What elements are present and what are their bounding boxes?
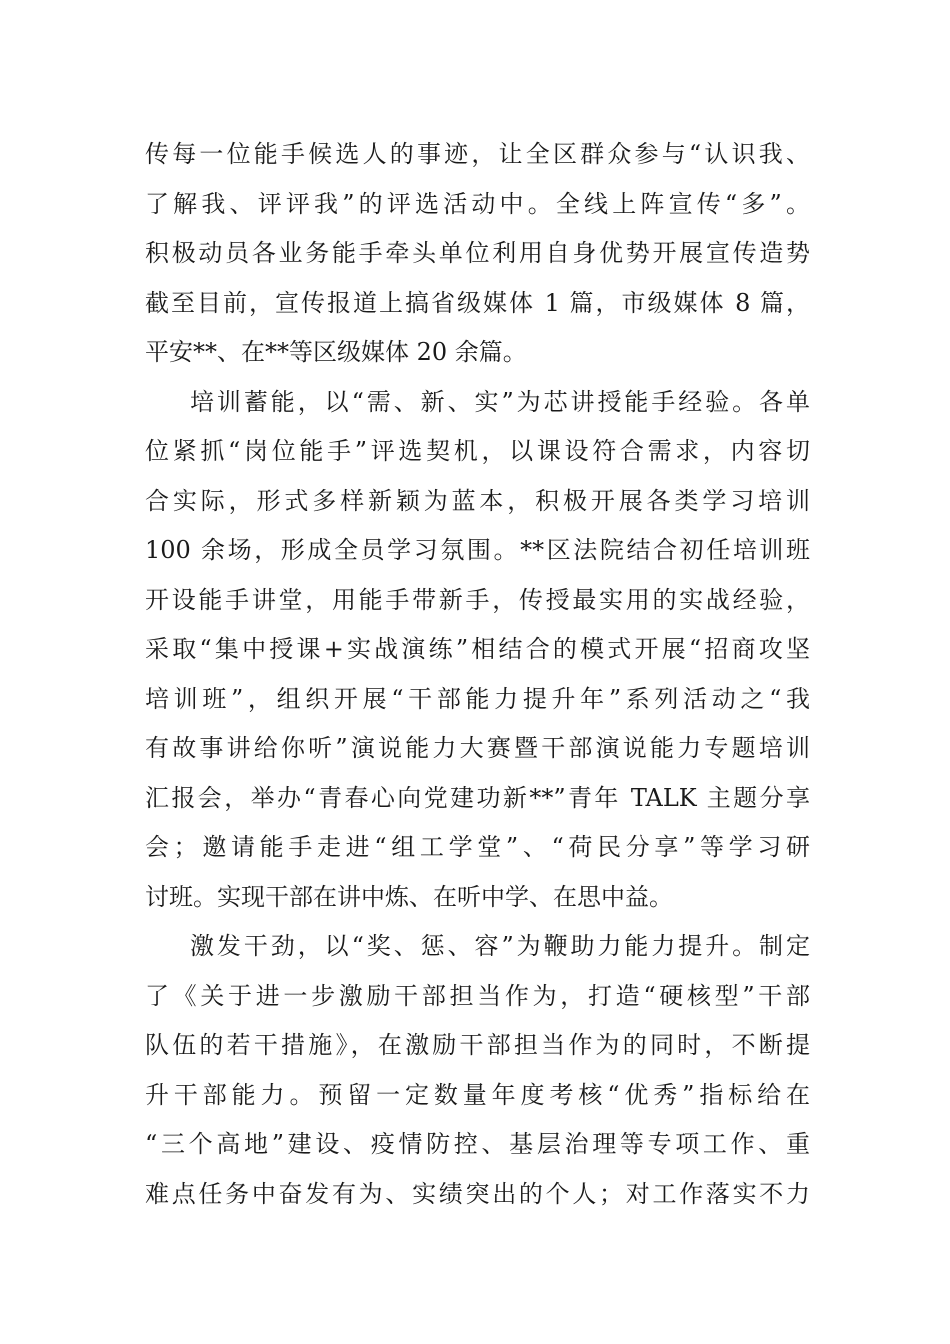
text-line: 激发干劲，以“奖、惩、容”为鞭助力能力提升。制定 [190,932,810,960]
text-line: 传每一位能手候选人的事迹，让全区群众参与“认识我、 [145,140,810,168]
text-line: 升干部能力。预留一定数量年度考核“优秀”指标给在 [145,1080,810,1109]
text-line: “三个高地”建设、疫情防控、基层治理等专项工作、重 [145,1130,810,1158]
document-body [145,130,810,1219]
text-line: 位紧抓“岗位能手”评选契机，以课设符合需求，内容切 [145,437,810,465]
text-line: 合实际，形式多样新颖为蓝本，积极开展各类学习培训 [145,486,810,515]
text-line: 平安**、在**等区级媒体 20 余篇。 [145,338,527,366]
text-line: 开设能手讲堂，用能手带新手，传授最实用的实战经验， [145,585,810,614]
text-line: 汇报会，举办“青春心向党建功新**”青年 TALK 主题分享 [145,783,810,812]
text-line: 培训班”，组织开展“干部能力提升年”系列活动之“我 [145,684,810,713]
text-line: 100 余场，形成全员学习氛围。**区法院结合初任培训班 [145,536,810,564]
text-line: 截至目前，宣传报道上搞省级媒体 1 篇，市级媒体 8 篇， [145,288,810,317]
paragraph-training [145,378,810,923]
text-line: 培训蓄能，以“需、新、实”为芯讲授能手经验。各单 [190,387,810,416]
text-line: 会；邀请能手走进“组工学堂”、“荷民分享”等学习研 [145,833,810,861]
text-line: 了解我、评评我”的评选活动中。全线上阵宣传“多”。 [145,189,810,218]
text-line: 采取“集中授课+实战演练”相结合的模式开展“招商攻坚 [145,635,810,663]
paragraph-motivation [145,922,810,1219]
text-line: 讨班。实现干部在讲中炼、在听中学、在思中益。 [145,882,673,911]
paragraph-publicity [145,130,810,378]
text-line: 有故事讲给你听”演说能力大赛暨干部演说能力专题培训 [145,734,810,762]
text-line: 队伍的若干措施》，在激励干部担当作为的同时，不断提 [145,1031,810,1059]
text-line: 积极动员各业务能手牵头单位利用自身优势开展宣传造势 [145,239,810,267]
text-line: 了《关于进一步激励干部担当作为，打造“硬核型”干部 [145,981,810,1010]
text-line: 难点任务中奋发有为、实绩突出的个人；对工作落实不力 [145,1179,810,1208]
